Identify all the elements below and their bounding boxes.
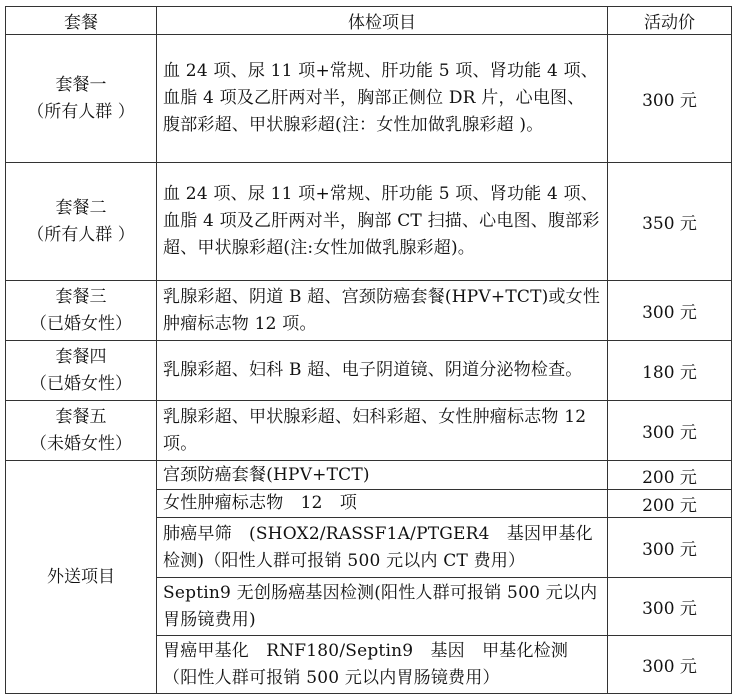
external-label: 外送项目 (6, 461, 157, 694)
package-price: 180 元 (608, 341, 732, 401)
external-items: 胃癌甲基化 RNF180/Septin9 基因 甲基化检测（阳性人群可报销 500 元以内胃肠镜费用） (157, 636, 608, 694)
package-items: 乳腺彩超、阴道 B 超、宫颈防癌套餐(HPV+TCT)或女性肿瘤标志物 12 项。 (157, 281, 608, 341)
package-items: 血 24 项、尿 11 项+常规、肝功能 5 项、肾功能 4 项、血脂 4 项及乙肝两对半，胸部正侧位 DR 片，心电图、腹部彩超、甲状腺彩超(注：女性加做乳腺彩超 )。 (157, 35, 608, 163)
header-items: 体检项目 (157, 7, 608, 35)
package-price: 350 元 (608, 163, 732, 281)
header-price: 活动价 (608, 7, 732, 35)
package-row-4 (6, 341, 732, 401)
package-cell (6, 401, 157, 461)
external-items: 宫颈防癌套餐(HPV+TCT) (157, 461, 608, 490)
package-cell (6, 341, 157, 401)
external-row-1 (6, 461, 732, 490)
package-cell (6, 35, 157, 163)
external-items: 肺癌早筛 (SHOX2/RASSF1A/PTGER4 基因甲基化检测)（阳性人群可报销 500 元以内 CT 费用） (157, 518, 608, 578)
external-price: 200 元 (608, 490, 732, 518)
package-items: 乳腺彩超、甲状腺彩超、妇科彩超、女性肿瘤标志物 12 项。 (157, 401, 608, 461)
package-row-1 (6, 35, 732, 163)
package-price: 300 元 (608, 35, 732, 163)
package-name: 套餐三 (55, 286, 107, 307)
package-items: 乳腺彩超、妇科 B 超、电子阴道镜、阴道分泌物检查。 (157, 341, 608, 401)
external-price: 300 元 (608, 636, 732, 694)
package-price: 300 元 (608, 281, 732, 341)
package-target: （已婚女性） (30, 313, 132, 334)
package-price: 300 元 (608, 401, 732, 461)
header-row (6, 7, 732, 35)
package-target: （所有人群 ） (27, 224, 135, 245)
external-items: Septin9 无创肠癌基因检测(阳性人群可报销 500 元以内胃肠镜费用) (157, 578, 608, 636)
package-target: （所有人群 ） (27, 101, 135, 122)
package-items: 血 24 项、尿 11 项+常规、肝功能 5 项、肾功能 4 项、血脂 4 项及乙肝两对半，胸部 CT 扫描、心电图、腹部彩超、甲状腺彩超(注:女性加做乳腺彩超)。 (157, 163, 608, 281)
package-cell (6, 163, 157, 281)
package-name: 套餐五 (55, 406, 107, 427)
package-name: 套餐二 (55, 197, 107, 218)
external-price: 300 元 (608, 578, 732, 636)
package-row-3 (6, 281, 732, 341)
package-target: （未婚女性） (30, 433, 132, 454)
package-row-5 (6, 401, 732, 461)
external-price: 200 元 (608, 461, 732, 490)
header-package: 套餐 (6, 7, 157, 35)
external-items: 女性肿瘤标志物 12 项 (157, 490, 608, 518)
package-cell (6, 281, 157, 341)
checkup-package-table (5, 6, 732, 694)
external-price: 300 元 (608, 518, 732, 578)
package-row-2 (6, 163, 732, 281)
package-target: （已婚女性） (30, 373, 132, 394)
package-name: 套餐四 (55, 346, 107, 367)
package-name: 套餐一 (55, 74, 107, 95)
